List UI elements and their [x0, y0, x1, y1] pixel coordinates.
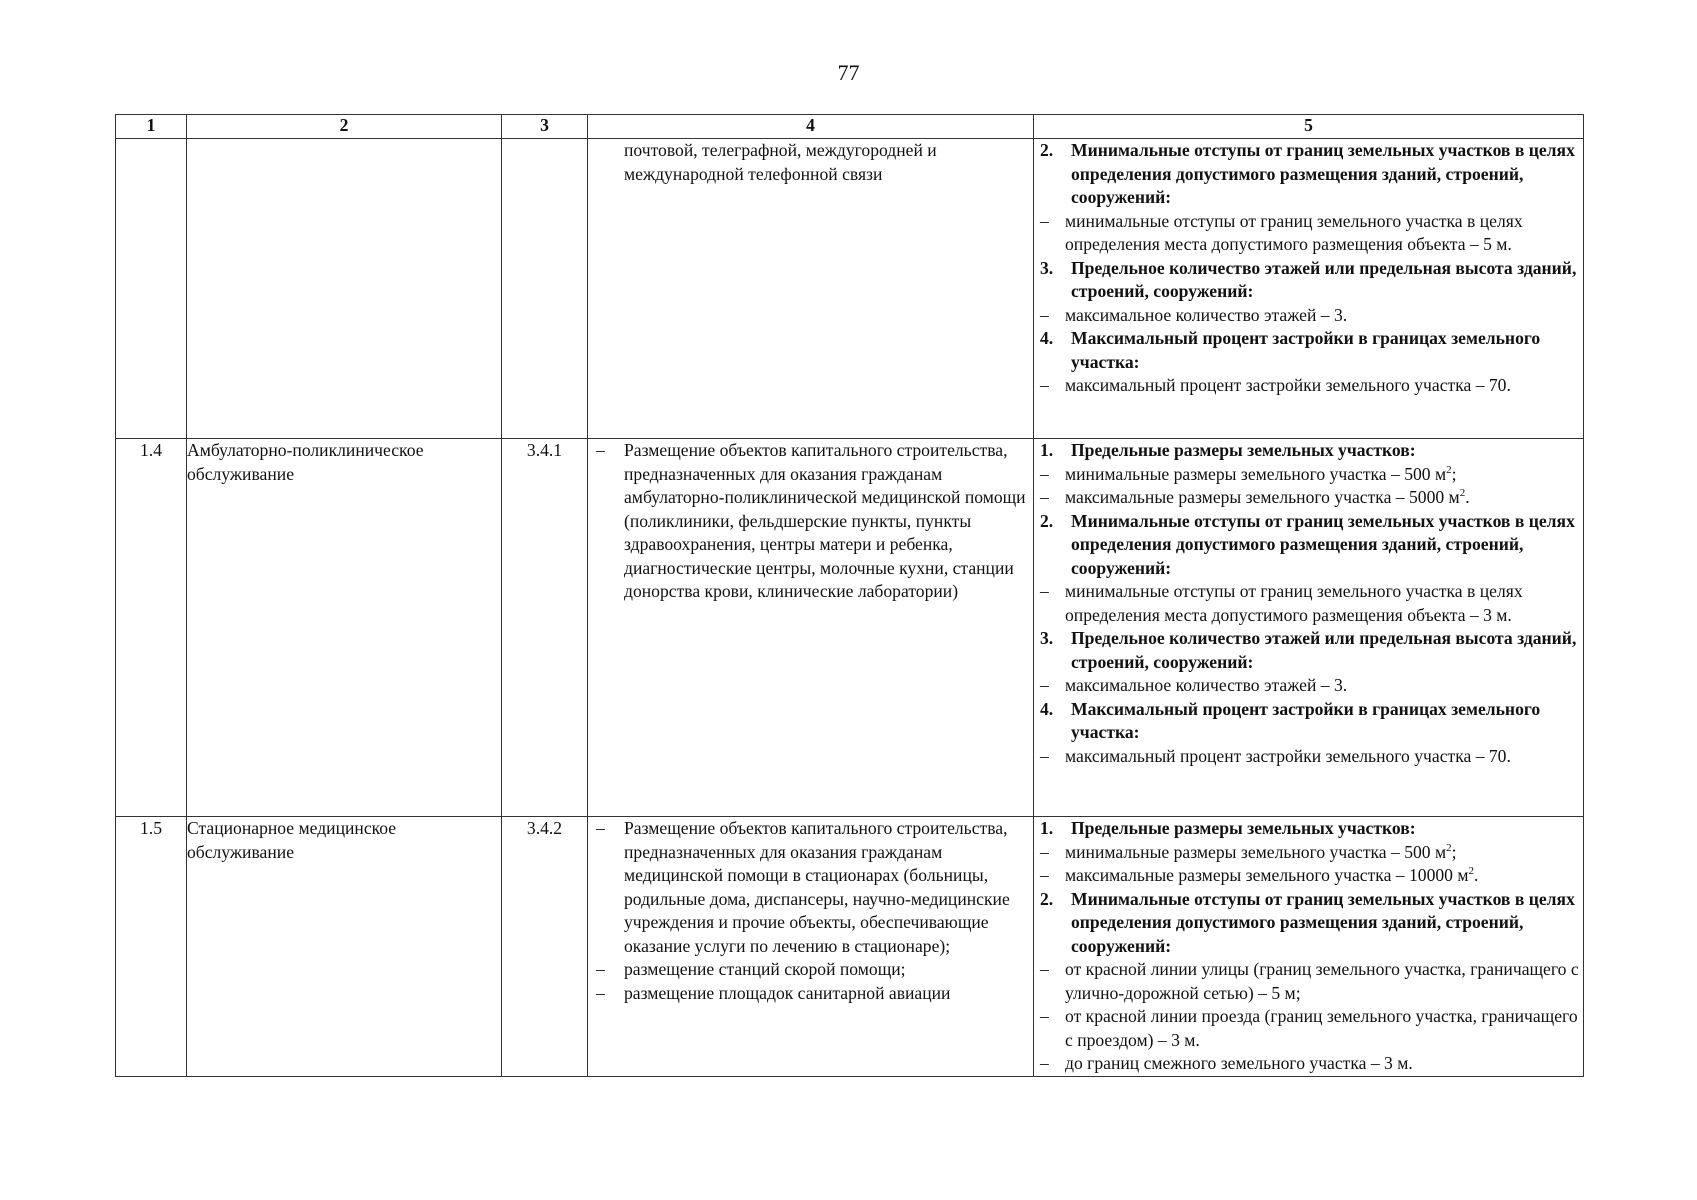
use-type-name-cell	[187, 139, 502, 439]
zoning-regulations-table	[115, 114, 1584, 1077]
dash-marker: –	[1040, 210, 1049, 231]
parameter-text-main: Минимальные отступы от границ земельных участков в целях определения допустимого размещения зданий, строений, сооружений:	[1071, 510, 1575, 578]
description-text: Размещение объектов капитального строительства, предназначенных для оказания гражданам амбулаторно-поликлинической медицинской помощи (поликлиники, фельдшерские пункты, пункты здравоохранения, центры матери и ребенка, диагностические центры, молочные кухни, станции донорства крови, клинические лаборатории)	[624, 440, 1026, 601]
parameter-text-main: максимальные размеры земельного участка – 10000 м	[1065, 865, 1469, 885]
dash-marker: –	[596, 818, 605, 838]
parameter-text-main: минимальные размеры земельного участка – 500 м	[1065, 841, 1447, 862]
parameter-text	[1065, 841, 1583, 865]
parameter-text	[1065, 674, 1583, 698]
dash-marker: –	[1040, 463, 1049, 484]
parameter-text	[1071, 139, 1583, 210]
parameter-text-punctuation: ;	[1451, 463, 1457, 484]
use-description-cell	[588, 139, 1034, 439]
header-row	[116, 115, 1584, 139]
use-code-cell	[502, 139, 588, 439]
item-number: 2.	[1040, 888, 1054, 909]
parameter-text-punctuation: .	[1465, 487, 1470, 507]
parameter-text-punctuation: .	[1474, 865, 1479, 885]
parameter-text	[1065, 580, 1583, 627]
parameter-text	[1065, 958, 1583, 1005]
parameter-text-main: максимальные размеры земельного участка – 5000 м	[1065, 487, 1460, 507]
description-item	[588, 139, 1033, 186]
dash-marker: –	[1040, 1006, 1049, 1026]
row-number-cell: 1.4	[116, 439, 187, 817]
parameter-text-main: до границ смежного земельного участка – 3 м.	[1065, 1053, 1413, 1073]
description-text: Размещение объектов капитального строительства, предназначенных для оказания гражданам медицинской помощи в стационарах (больницы, родильные дома, диспансеры, научно-медицинские учреждения и прочие объекты, обеспечивающие оказание услуги по лечению в стационаре);	[624, 818, 1010, 956]
parameters-cell	[1034, 817, 1584, 1077]
parameter-text-main: от красной линии улицы (границ земельного участка, граничащего с улично-дорожной сетью) – 5 м;	[1065, 959, 1579, 1003]
description-item	[588, 439, 1033, 604]
table-row	[116, 139, 1584, 439]
item-number: 4.	[1040, 698, 1054, 719]
parameter-value	[1034, 210, 1583, 257]
parameter-text-main: максимальное количество этажей – 3.	[1065, 304, 1348, 325]
parameter-value	[1034, 463, 1583, 487]
header-col-2: 2	[187, 115, 502, 139]
dash-marker: –	[1040, 841, 1049, 862]
parameter-text	[1071, 698, 1583, 745]
dash-marker: –	[596, 982, 605, 1003]
parameter-value	[1034, 1005, 1583, 1052]
parameter-text-main: минимальные отступы от границ земельного участка в целях определения места допустимого размещения объекта – 3 м.	[1065, 581, 1523, 625]
parameter-value	[1034, 864, 1583, 888]
parameter-text	[1065, 1052, 1583, 1076]
parameter-heading	[1034, 327, 1583, 374]
parameter-text-main: максимальный процент застройки земельного участка – 70.	[1065, 745, 1511, 766]
use-description-cell	[588, 817, 1034, 1077]
item-number: 1.	[1040, 818, 1054, 838]
header-col-3: 3	[502, 115, 588, 139]
row-number-cell	[116, 139, 187, 439]
parameter-text-main: минимальные размеры земельного участка – 500 м	[1065, 463, 1447, 484]
dash-marker: –	[596, 959, 605, 979]
parameter-text-main: Предельные размеры земельных участков:	[1071, 818, 1416, 838]
parameter-text	[1065, 304, 1583, 328]
parameter-value	[1034, 958, 1583, 1005]
description-item	[588, 958, 1033, 982]
parameter-text	[1071, 327, 1583, 374]
parameter-text-main: минимальные отступы от границ земельного участка в целях определения места допустимого размещения объекта – 5 м.	[1065, 210, 1523, 254]
parameter-heading	[1034, 510, 1583, 581]
parameter-value	[1034, 674, 1583, 698]
parameter-text	[1065, 374, 1583, 398]
item-number: 3.	[1040, 628, 1054, 648]
header-col-4: 4	[588, 115, 1034, 139]
unit-superscript: 2	[1446, 841, 1452, 854]
use-code-cell: 3.4.2	[502, 817, 588, 1077]
item-number: 2.	[1040, 510, 1054, 531]
unit-superscript: 2	[1468, 865, 1474, 878]
parameter-value	[1034, 304, 1583, 328]
description-text: размещение площадок санитарной авиации	[624, 982, 951, 1003]
header-col-1: 1	[116, 115, 187, 139]
dash-marker: –	[1040, 745, 1049, 766]
parameter-text-main: Минимальные отступы от границ земельных участков в целях определения допустимого размещения зданий, строений, сооружений:	[1071, 888, 1575, 956]
dash-marker: –	[1040, 959, 1049, 979]
description-item	[588, 982, 1033, 1006]
parameter-value	[1034, 841, 1583, 865]
dash-marker: –	[1040, 304, 1049, 325]
parameter-text	[1065, 463, 1583, 487]
unit-superscript: 2	[1459, 487, 1466, 500]
description-text: почтовой, телеграфной, междугородней и международной телефонной связи	[624, 140, 937, 184]
parameter-text-main: Максимальный процент застройки в границах земельного участка:	[1071, 698, 1541, 742]
table-body	[116, 139, 1584, 1077]
dash-marker: –	[596, 440, 605, 460]
parameter-text	[1065, 745, 1583, 769]
parameter-text-main: Максимальный процент застройки в границах земельного участка:	[1071, 328, 1541, 372]
parameter-text-main: Предельное количество этажей или предельная высота зданий, строений, сооружений:	[1071, 257, 1577, 301]
use-type-name-cell: Стационарное медицинское обслуживание	[187, 817, 502, 1077]
table-row	[116, 817, 1584, 1077]
description-item	[588, 817, 1033, 958]
parameters-cell	[1034, 439, 1584, 817]
parameter-heading	[1034, 698, 1583, 745]
parameter-text	[1071, 627, 1583, 674]
parameter-text-main: Минимальные отступы от границ земельных участков в целях определения допустимого размещения зданий, строений, сооружений:	[1071, 140, 1575, 207]
parameter-value	[1034, 1052, 1583, 1076]
parameter-text	[1071, 817, 1583, 841]
item-number: 2.	[1040, 140, 1054, 160]
parameter-text-main: максимальный процент застройки земельного участка – 70.	[1065, 375, 1511, 395]
dash-marker: –	[1040, 1053, 1049, 1073]
dash-marker: –	[1040, 487, 1049, 507]
parameter-heading	[1034, 817, 1583, 841]
unit-superscript: 2	[1446, 463, 1452, 476]
parameter-text-main: Предельное количество этажей или предельная высота зданий, строений, сооружений:	[1071, 628, 1577, 672]
parameter-text	[1071, 257, 1583, 304]
parameter-text	[1071, 888, 1583, 959]
parameter-text	[1065, 210, 1583, 257]
parameter-heading	[1034, 439, 1583, 463]
parameters-cell	[1034, 139, 1584, 439]
parameter-value	[1034, 486, 1583, 510]
parameter-text-punctuation: ;	[1451, 841, 1457, 862]
parameter-text	[1071, 439, 1583, 463]
parameter-value	[1034, 745, 1583, 769]
parameter-value	[1034, 374, 1583, 398]
parameter-value	[1034, 580, 1583, 627]
dash-marker: –	[1040, 675, 1049, 695]
use-type-name-cell: Амбулаторно-поликлиническое обслуживание	[187, 439, 502, 817]
description-text: размещение станций скорой помощи;	[624, 959, 906, 979]
page-number: 77	[837, 60, 860, 85]
parameter-heading	[1034, 888, 1583, 959]
dash-marker: –	[1040, 865, 1049, 885]
use-description-cell	[588, 439, 1034, 817]
dash-marker: –	[1040, 581, 1049, 601]
table-row	[116, 439, 1584, 817]
parameter-heading	[1034, 139, 1583, 210]
parameter-text	[1071, 510, 1583, 581]
item-number: 3.	[1040, 257, 1054, 278]
parameter-text-main: Предельные размеры земельных участков:	[1071, 440, 1416, 460]
parameter-text-main: максимальное количество этажей – 3.	[1065, 675, 1348, 695]
header-col-5: 5	[1034, 115, 1584, 139]
row-number-cell: 1.5	[116, 817, 187, 1077]
parameter-text	[1065, 864, 1583, 888]
parameter-text-main: от красной линии проезда (границ земельного участка, граничащего с проездом) – 3 м.	[1065, 1006, 1578, 1050]
item-number: 1.	[1040, 440, 1054, 460]
parameter-heading	[1034, 627, 1583, 674]
use-code-cell: 3.4.1	[502, 439, 588, 817]
parameter-text	[1065, 486, 1583, 510]
dash-marker: –	[1040, 375, 1049, 395]
item-number: 4.	[1040, 328, 1054, 348]
parameter-text	[1065, 1005, 1583, 1052]
parameter-heading	[1034, 257, 1583, 304]
